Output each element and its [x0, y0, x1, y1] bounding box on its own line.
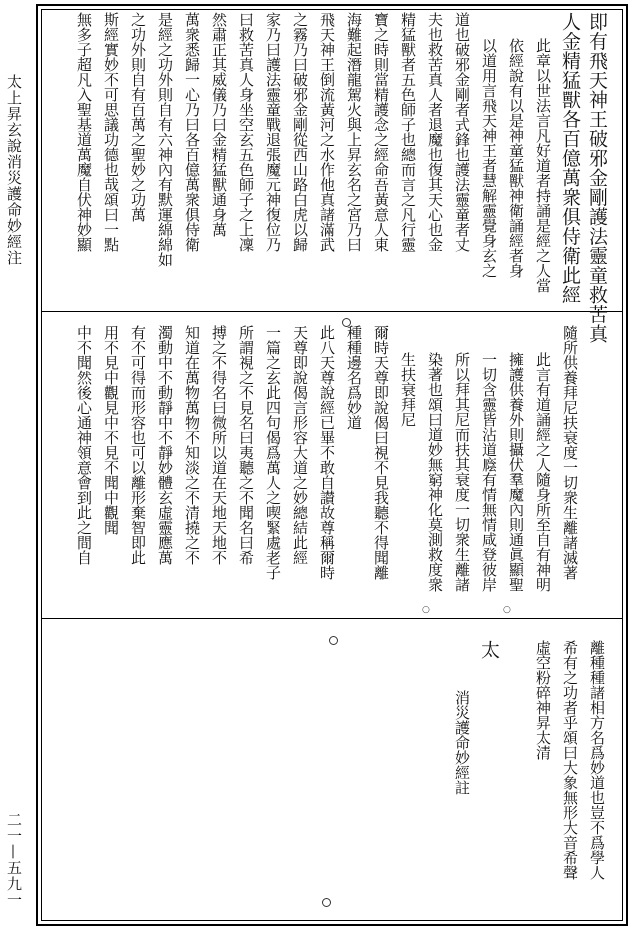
text-column: 之霧乃曰破邪金剛從西山路白虎以歸	[291, 12, 309, 252]
text-column: 種種邊名爲妙道	[345, 325, 363, 430]
text-column: 夫也救苦真人者退魔也復其天心也金	[426, 12, 444, 252]
circle-mark	[329, 636, 338, 645]
text-column: 擁護供養外則攝伏羣魔內則通眞顯聖	[507, 352, 525, 592]
text-column: 曰救苦真人身坐空玄五色師子之上凜	[237, 12, 255, 252]
text-column: 此章以世法言凡好道者持誦是經之人當	[534, 38, 552, 293]
margin-page-number: 二一—五九一	[5, 812, 23, 908]
text-column: 所謂視之不見名曰夷聽之不聞名曰希	[237, 325, 255, 565]
text-column: 道也破邪金剛者式鋒也護法靈童者丈	[453, 12, 471, 252]
text-column: 一切含靈皆沾道廕有情無情咸登彼岸	[480, 352, 498, 592]
text-column: 此言有道誦經之人隨身所至自有神明	[534, 352, 552, 592]
text-column: 之功外則自有百萬之聖妙之功萬	[129, 12, 147, 222]
text-column: 此八天尊說經已畢不敢自讃故尊稱爾時	[318, 325, 336, 580]
text-column: 生扶衰拜尼	[399, 352, 417, 427]
tiny-mark: ○	[422, 605, 430, 615]
text-column: 中不聞然後心通神領意會到此之間自	[75, 325, 93, 565]
text-column: 隨所供養拜尼扶衰度一切衆生離諸滅著	[561, 325, 579, 580]
text-column: 家乃曰護法靈童戰退張魔元神復位乃	[264, 12, 282, 252]
text-column: 太	[478, 640, 500, 660]
text-column: 用不見中觀見中不見不聞中觀聞	[102, 325, 120, 535]
text-column: 濁動中不動靜中不靜妙體玄虛靈應萬	[156, 325, 174, 565]
text-column: 以道用言飛天神王者慧解靈覺身玄之	[480, 38, 498, 278]
text-column: 然肅正其威儀乃曰金精猛獸通身萬	[210, 12, 228, 237]
text-column: 天尊即說偈言形容大道之妙總結此經	[291, 325, 309, 565]
section-divider-bottom	[42, 618, 622, 619]
text-column: 搏之不得名曰微所以道在天地天地不	[210, 325, 228, 565]
tiny-mark: ○	[503, 605, 511, 615]
text-column: 無多子超凡入聖基道萬魔自伏神妙顯	[75, 12, 93, 252]
text-column: 爾時天尊即說偈曰視不見我聽不得聞離	[372, 325, 390, 580]
text-column: 即有飛天神王破邪金剛護法靈童救苦真	[586, 12, 608, 344]
text-column: 離種種諸相方名爲妙道也豈不爲學人	[588, 640, 606, 880]
text-column: 希有之功者乎頌曰大象無形大音希聲	[561, 640, 579, 880]
text-column: 萬衆悉歸一心乃曰各百億萬衆俱侍衛	[183, 12, 201, 252]
text-column: 飛天神王倒流黃河之水作他真諸滿武	[318, 12, 336, 252]
circle-mark	[322, 898, 331, 907]
text-column: 有不可得而形容也可以離形棄智即此	[129, 325, 147, 565]
section-divider-top	[42, 311, 622, 312]
text-column: 斯經實妙不可思議功德也哉頌曰一點	[102, 12, 120, 252]
text-column: 消災護命妙經註	[453, 690, 471, 795]
text-column: 染著也頌曰道妙無窮神化莫測救度衆	[426, 352, 444, 592]
margin-title: 太上昇玄說消災護命妙經注	[5, 74, 23, 266]
text-column: 依經說有以是神童猛獸神衛誦經者身	[507, 38, 525, 278]
text-column: 精猛獸者五色師子也總而言之凡行靈	[399, 12, 417, 252]
text-column: 虛空粉碎神昇太清	[534, 640, 552, 760]
text-column: 海難起潛龍駕火與上昇玄名之宮乃曰	[345, 12, 363, 252]
text-column: 人金精猛獸各百億萬衆俱侍衛此經	[559, 12, 581, 305]
text-column: 是經之功外則自有六神內有默運綿綿如	[156, 12, 174, 267]
text-column: 所以拜其尼而扶其衰度一切衆生離諸	[453, 352, 471, 592]
text-column: 寶之時則當精護念之經命吾黃意人東	[372, 12, 390, 252]
text-column: 知道在萬物萬物不知淡之不清撓之不	[183, 325, 201, 565]
text-column: 一篇之玄此四句偈爲萬人之喫緊處老子	[264, 325, 282, 580]
